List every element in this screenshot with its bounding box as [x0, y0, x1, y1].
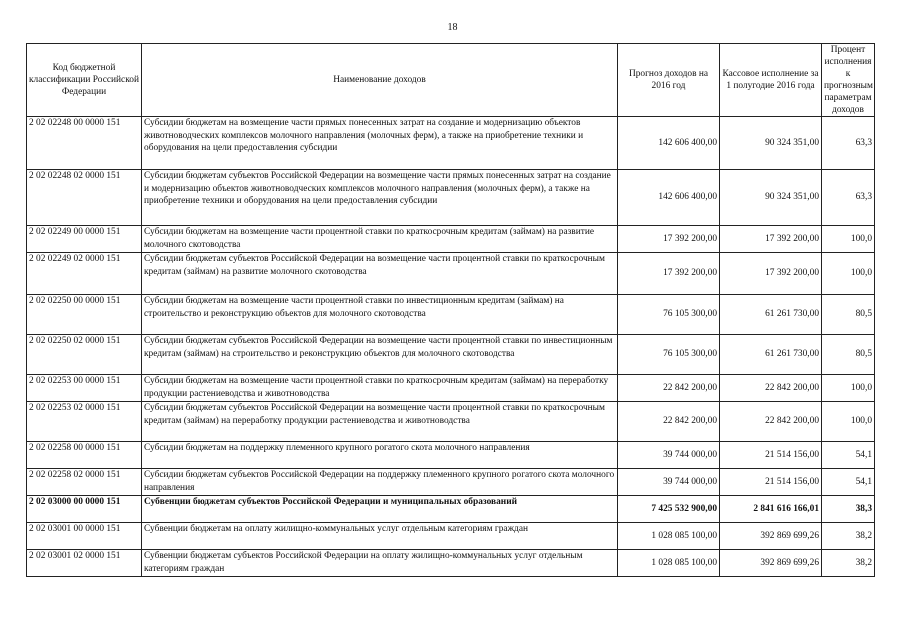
cell-name: Субсидии бюджетам на возмещение части процентной ставки по инвестиционным кредитам (займам) на строительство и реконструкцию объектов для молочного скотоводства: [142, 295, 618, 335]
table-row: [27, 523, 875, 550]
cell-percent: 54,1: [822, 469, 875, 496]
cell-code: 2 02 03001 02 0000 151: [27, 550, 142, 577]
cell-cash: 17 392 200,00: [720, 226, 822, 253]
cell-code: 2 02 02249 02 0000 151: [27, 253, 142, 295]
cell-name: Субсидии бюджетам субъектов Российской Федерации на поддержку племенного крупного рогатого скота молочного направления: [142, 469, 618, 496]
cell-cash: 392 869 699,26: [720, 523, 822, 550]
cell-forecast: 22 842 200,00: [618, 402, 720, 442]
cell-cash: 17 392 200,00: [720, 253, 822, 295]
header-forecast: Прогноз доходов на 2016 год: [618, 44, 720, 117]
cell-name: Субсидии бюджетам на поддержку племенного крупного рогатого скота молочного направления: [142, 442, 618, 469]
cell-forecast: 142 606 400,00: [618, 170, 720, 226]
cell-cash: 392 869 699,26: [720, 550, 822, 577]
cell-forecast: 76 105 300,00: [618, 335, 720, 375]
cell-name: Субсидии бюджетам субъектов Российской Федерации на возмещение части процентной ставки по инвестиционным кредитам (займам) на строительство и реконструкцию объектов для молочного скотоводства: [142, 335, 618, 375]
table-row: [27, 335, 875, 375]
cell-percent: 80,5: [822, 295, 875, 335]
cell-cash: 90 324 351,00: [720, 117, 822, 170]
cell-forecast: 39 744 000,00: [618, 469, 720, 496]
table-row: [27, 442, 875, 469]
cell-forecast: 7 425 532 900,00: [618, 496, 720, 523]
cell-percent: 38,3: [822, 496, 875, 523]
cell-cash: 2 841 616 166,01: [720, 496, 822, 523]
cell-forecast: 22 842 200,00: [618, 375, 720, 402]
cell-name: Субсидии бюджетам на возмещение части процентной ставки по краткосрочным кредитам (займам) на развитие молочного скотоводства: [142, 226, 618, 253]
table-row: [27, 469, 875, 496]
table-row: [27, 295, 875, 335]
table-row: [27, 550, 875, 577]
cell-code: 2 02 03000 00 0000 151: [27, 496, 142, 523]
cell-forecast: 76 105 300,00: [618, 295, 720, 335]
cell-name: Субсидии бюджетам субъектов Российской Федерации на возмещение части процентной ставки по краткосрочным кредитам (займам) на переработку продукции растениеводства и животноводства: [142, 402, 618, 442]
cell-percent: 100,0: [822, 375, 875, 402]
table-row: [27, 170, 875, 226]
cell-name: Субвенции бюджетам субъектов Российской Федерации на оплату жилищно-коммунальных услуг отдельным категориям граждан: [142, 550, 618, 577]
cell-code: 2 02 02258 00 0000 151: [27, 442, 142, 469]
cell-percent: 54,1: [822, 442, 875, 469]
revenue-table: [26, 43, 875, 577]
table-row: [27, 496, 875, 523]
page-number: 18: [447, 22, 458, 33]
header-percent: Процент исполнения к прогнозным параметрам доходов: [822, 44, 875, 117]
cell-name: Субвенции бюджетам субъектов Российской Федерации и муниципальных образований: [142, 496, 618, 523]
cell-percent: 100,0: [822, 226, 875, 253]
cell-percent: 63,3: [822, 117, 875, 170]
table-header-row: [27, 44, 875, 117]
cell-forecast: 1 028 085 100,00: [618, 523, 720, 550]
cell-forecast: 1 028 085 100,00: [618, 550, 720, 577]
cell-percent: 100,0: [822, 402, 875, 442]
cell-code: 2 02 03001 00 0000 151: [27, 523, 142, 550]
cell-forecast: 142 606 400,00: [618, 117, 720, 170]
cell-code: 2 02 02250 00 0000 151: [27, 295, 142, 335]
cell-cash: 21 514 156,00: [720, 469, 822, 496]
cell-percent: 38,2: [822, 550, 875, 577]
cell-cash: 22 842 200,00: [720, 375, 822, 402]
cell-name: Субсидии бюджетам на возмещение части процентной ставки по краткосрочным кредитам (займам) на переработку продукции растениеводства и животноводства: [142, 375, 618, 402]
cell-code: 2 02 02249 00 0000 151: [27, 226, 142, 253]
cell-cash: 21 514 156,00: [720, 442, 822, 469]
cell-forecast: 39 744 000,00: [618, 442, 720, 469]
cell-name: Субсидии бюджетам на возмещение части прямых понесенных затрат на создание и модернизацию объектов животноводческих комплексов молочного направления (молочных ферм), а также на приобретение техники и оборудования на цели предоставления субсидии: [142, 117, 618, 170]
table-row: [27, 226, 875, 253]
cell-cash: 61 261 730,00: [720, 295, 822, 335]
cell-code: 2 02 02248 02 0000 151: [27, 170, 142, 226]
cell-code: 2 02 02253 00 0000 151: [27, 375, 142, 402]
table-row: [27, 117, 875, 170]
cell-percent: 100,0: [822, 253, 875, 295]
header-code: Код бюджетной классификации Российской Федерации: [27, 44, 142, 117]
cell-cash: 90 324 351,00: [720, 170, 822, 226]
cell-code: 2 02 02253 02 0000 151: [27, 402, 142, 442]
cell-cash: 22 842 200,00: [720, 402, 822, 442]
table-row: [27, 375, 875, 402]
cell-code: 2 02 02250 02 0000 151: [27, 335, 142, 375]
cell-code: 2 02 02248 00 0000 151: [27, 117, 142, 170]
cell-code: 2 02 02258 02 0000 151: [27, 469, 142, 496]
table-body: [27, 117, 875, 577]
cell-name: Субвенции бюджетам на оплату жилищно-коммунальных услуг отдельным категориям граждан: [142, 523, 618, 550]
table-row: [27, 402, 875, 442]
header-cash: Кассовое исполнение за 1 полугодие 2016 года: [720, 44, 822, 117]
cell-percent: 38,2: [822, 523, 875, 550]
cell-percent: 63,3: [822, 170, 875, 226]
cell-forecast: 17 392 200,00: [618, 226, 720, 253]
cell-forecast: 17 392 200,00: [618, 253, 720, 295]
header-name: Наименование доходов: [142, 44, 618, 117]
cell-name: Субсидии бюджетам субъектов Российской Федерации на возмещение части прямых понесенных затрат на создание и модернизацию объектов животноводческих комплексов молочного направления (молочных ферм), а также на приобретение техники и оборудования на цели предоставления субсидии: [142, 170, 618, 226]
cell-percent: 80,5: [822, 335, 875, 375]
cell-cash: 61 261 730,00: [720, 335, 822, 375]
cell-name: Субсидии бюджетам субъектов Российской Федерации на возмещение части процентной ставки по краткосрочным кредитам (займам) на развитие молочного скотоводства: [142, 253, 618, 295]
table-row: [27, 253, 875, 295]
